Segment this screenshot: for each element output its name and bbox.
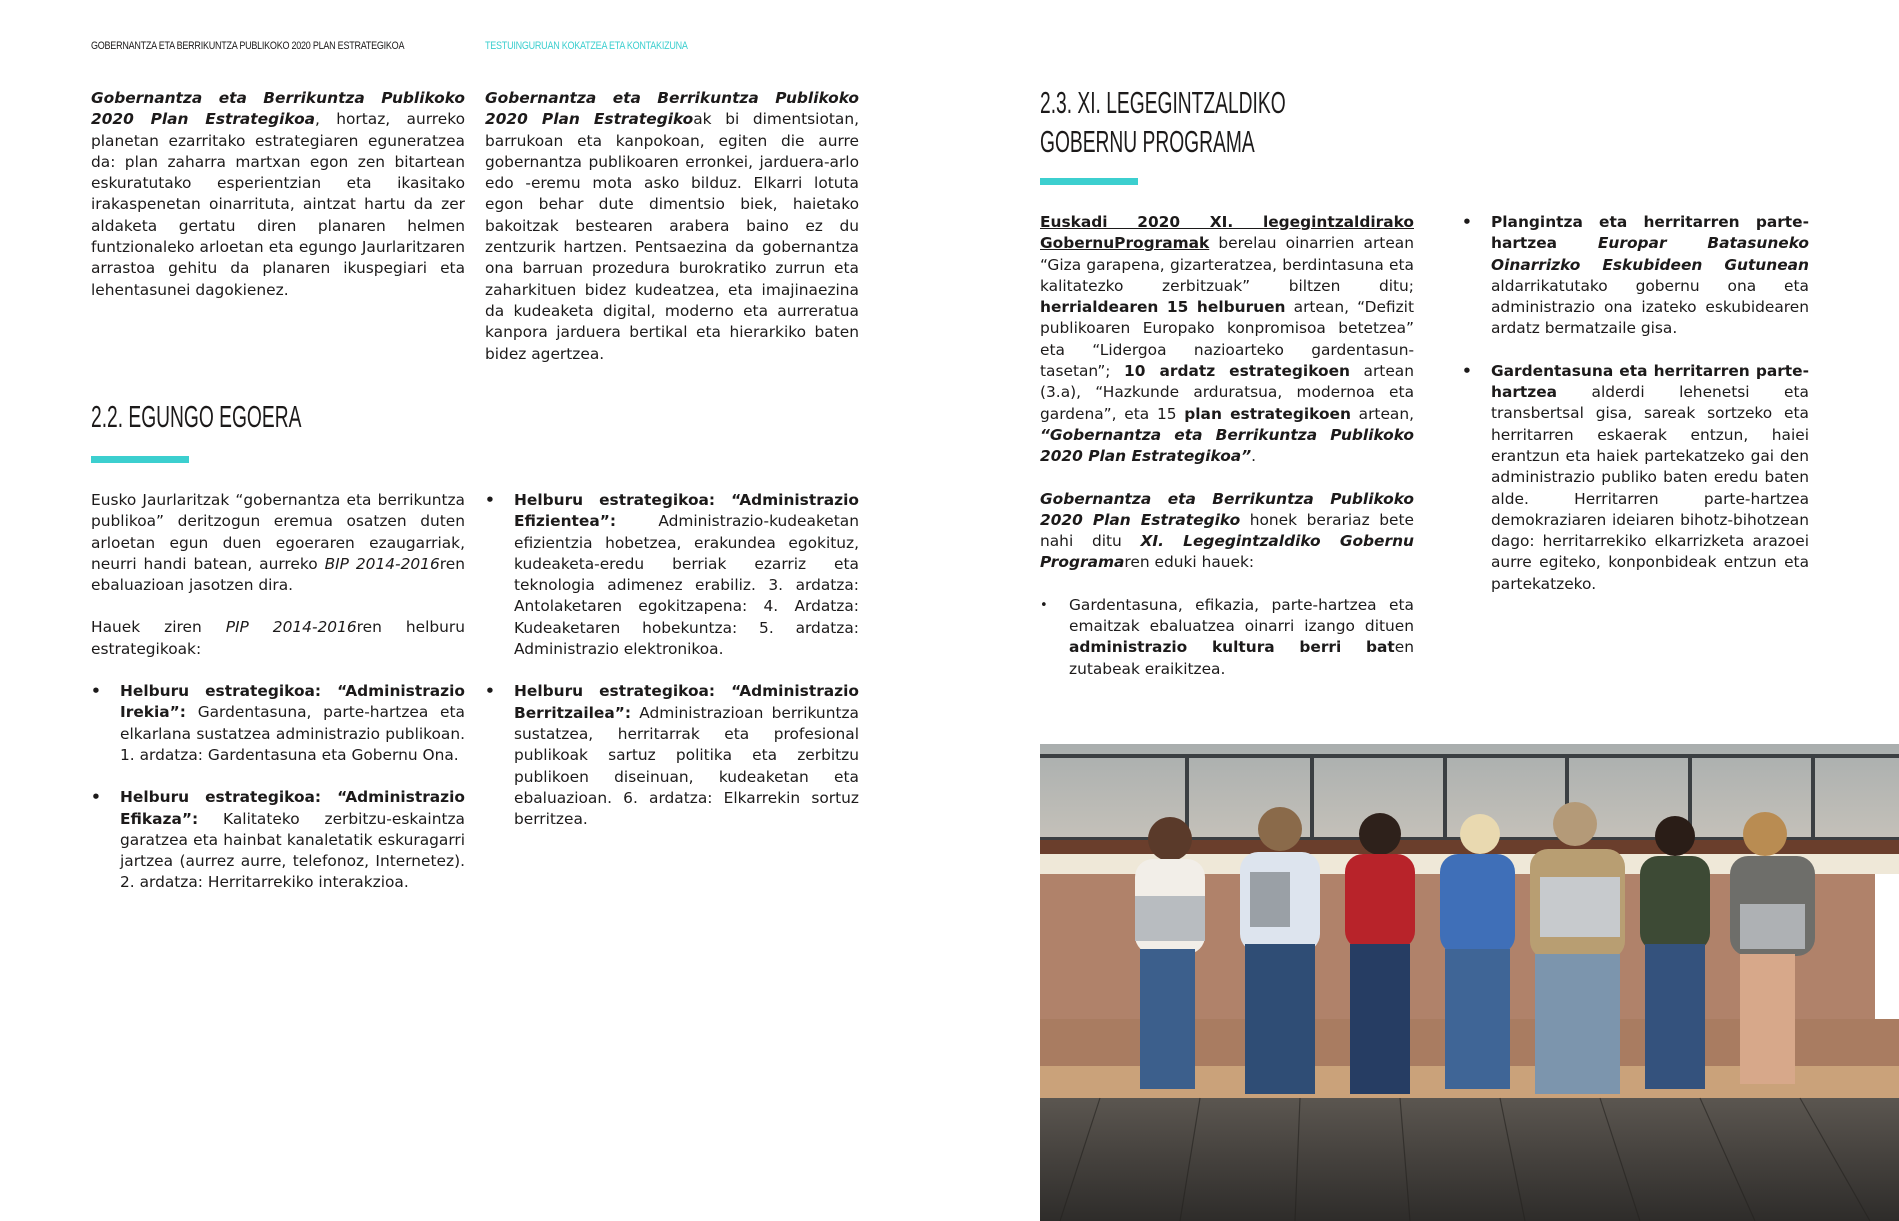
objective-title: Helburu estrategikoa: “Administrazio Irekia”: <box>120 682 465 722</box>
text: . <box>1251 447 1257 466</box>
contents-paragraph <box>1040 489 1414 574</box>
section-2-3-column-1 <box>1040 212 1414 680</box>
text: ak bi dimentsiotan, barrukoan eta kanpokoan, egiten die aurre gobernantza publikoaren erronkei, jarduera-arlo edo -eremu mota asko bilduz. Elkarri lotuta egon behar dute dimentsio biek, haietako bakoitzak bestearen arabera baino ez du zentzurik hartzen. Pentsaezina da gobernantza ona barruan prozedura burokratiko zurrun eta zaharkituen bidez kudeatzea, eta imajinaezina da kudeaketa digital, moderno eta aurreratua kanpora jarduera bertikal eta hierarkiko baten bidez agertzea. <box>485 110 859 363</box>
bullet-icon: • <box>91 682 101 701</box>
bold-text: Plangintza eta herritarren parte-hartzea <box>1491 213 1809 253</box>
group-photo-icon <box>1040 744 1899 1221</box>
text: honek berariaz bete nahi ditu <box>1040 510 1414 551</box>
text: Gardentasuna, parte-hartzea eta elkarlana sustatzea administrazio publikoan. 1. ardatza: Gardentasuna eta Gobernu Ona. <box>120 703 465 764</box>
program-paragraph <box>1040 212 1414 468</box>
heading-accent-bar <box>91 456 189 463</box>
bullet-icon: • <box>1040 597 1048 613</box>
pip-italic: PIP 2014-2016 <box>225 618 357 637</box>
list-item <box>485 490 859 660</box>
text: ren helburu estrategikoak: <box>91 618 465 658</box>
bullet-icon: • <box>91 788 101 807</box>
list-item <box>91 787 465 893</box>
bullet-icon: • <box>485 682 495 701</box>
text: aldarrikatutako gobernu ona eta administrazio ona izateko eskubidearen ardatz bermatzaile gisa. <box>1491 276 1809 338</box>
text: Hauek ziren <box>91 618 226 637</box>
plan-title: Gobernantza eta Berrikuntza Publikoko 2020 Plan Estrategikoa <box>91 89 465 129</box>
list-item <box>1462 361 1809 595</box>
text: Administrazioan berrikuntza sustatzea, herritarrak eta profesional publikoak sartuz politika eta zerbitzu publikoen diseinuan, kudeaketan eta ebaluazioan. 6. ardatza: Elkarrekin sortuz berritzea. <box>514 703 859 829</box>
bold-text: Gardentasuna eta herritarren parte-hartzea <box>1491 361 1809 402</box>
bold-text: administrazio kultura berri bat <box>1069 638 1395 657</box>
text: artean, “Defizit publikoaren Europako konpromisoa betetzea” eta “Lidergoa nazioarteko gardentasun-tasetan”; <box>1040 298 1414 381</box>
objective-title: Helburu estrategikoa: “Administrazio Efizientea”: <box>514 491 859 531</box>
list-item <box>1040 595 1414 680</box>
text: artean, <box>1350 404 1414 423</box>
bullet-icon: • <box>1462 213 1472 231</box>
bold-text: 10 ardatz estrategikoen <box>1124 362 1350 381</box>
plan-title: Gobernantza eta Berrikuntza Publikoko 2020 Plan Estrategiko <box>485 89 859 129</box>
text: Administrazio-kudeaketan efizientzia hobetzea, erakundea egokituz, kudeaketa-eredu berriak ezarriz eta teknologia adimenez erabiliz. 3. ardatza: Antolaketaren egokitzapena: 4. Ardatza: Kudeaketaren hobekuntza: 5. ardatza: Administrazio elektronikoa. <box>514 512 859 659</box>
text: ren eduki hauek: <box>1124 553 1255 572</box>
text: en zutabeak eraikitzea. <box>1069 638 1414 678</box>
objectives-list-b <box>485 490 859 830</box>
plan-title: “Gobernantza eta Berrikuntza Publikoko 2020 Plan Estrategikoa” <box>1040 425 1414 466</box>
list-item <box>485 681 859 830</box>
bold-text: plan estrategikoen <box>1184 404 1351 423</box>
bip-italic: BIP 2014-2016 <box>324 554 440 573</box>
text: berelau oinarrien artean “Giza garapena, gizarteratzea, berdintasuna eta kalitatezko zerbitzuak” biltzen ditu; <box>1040 234 1414 295</box>
running-header-right: TESTUINGURUAN KOKATZEA ETA KONTAKIZUNA <box>485 40 688 52</box>
running-header-left: GOBERNANTZA ETA BERRIKUNTZA PUBLIKOKO 2020 PLAN ESTRATEGIKOA <box>91 40 405 52</box>
text: , hortaz, aurreko planetan ezarritako estrategiaren eguneratzea da: plan zaharra martxan egon zen bitartean eskuratutako esperientzian eta ikasitako irakaspenetan oinarrituta, aintzat hartu da zer aldaketa gertatu diren planaren helmen funtzionaleko arloetan eta egungo Jaurlaritzaren arrastoa gehitu da planaren ikuspegiari eta lehentasunei dagokienez. <box>91 110 465 299</box>
group-photo <box>1040 744 1899 1221</box>
objectives-list-a <box>91 681 465 894</box>
text: ren ebaluazioan jasotzen dira. <box>91 554 465 595</box>
text: alderdi lehenetsi eta transbertsal gisa, sareak sortzeko eta herritarren eskaerak entzun, haiei erantzun eta haiek partekatzeko gai den administrazio publiko baten eredu baten alde. Herritarren parte-hartzea demokraziaren ideiaren bihotz-bihotzean dago: herritarrekiko elkarrizketa arazoei aurre egiteko, konponbideak entzun eta partekatzeko. <box>1491 383 1809 593</box>
situation-paragraph <box>91 490 465 596</box>
intro-column-1 <box>91 88 465 301</box>
program-link[interactable]: Euskadi 2020 XI. legegintzaldirako GobernuProgramak <box>1040 213 1414 253</box>
section-2-3-column-2 <box>1462 212 1809 595</box>
text: artean (3.a), “Hazkunde arduratsua, modernoa eta gardena”, eta 15 <box>1040 362 1414 423</box>
section-2-2-column-1 <box>91 490 465 894</box>
heading-accent-bar <box>1040 178 1138 185</box>
intro-paragraph-2 <box>485 88 859 365</box>
bold-text: herrialdearen 15 helburuen <box>1040 298 1286 317</box>
list-item <box>91 681 465 766</box>
plan-title: Gobernantza eta Berrikuntza Publikoko 2020 Plan Estrategiko <box>1040 489 1414 529</box>
contents-list <box>1040 595 1414 680</box>
intro-column-2 <box>485 88 859 365</box>
objective-title: Helburu estrategikoa: “Administrazio Efikaza”: <box>120 788 465 828</box>
italic-text: Europar Batasuneko Oinarrizko Eskubideen Gutunean <box>1491 234 1809 274</box>
program-title: XI. Legegintzaldiko Gobernu Programa <box>1040 532 1414 572</box>
text: Gardentasuna, efikazia, parte-hartzea eta emaitzak ebaluatzea oinarri izango dituen <box>1069 595 1414 636</box>
section-heading-2-3-line-2: GOBERNU PROGRAMA <box>1040 124 1255 159</box>
objective-title: Helburu estrategikoa: “Administrazio Berritzailea”: <box>514 682 859 722</box>
objectives-intro-paragraph <box>91 617 465 660</box>
list-item <box>1462 212 1809 340</box>
contents-list-2 <box>1462 212 1809 595</box>
section-heading-2-2: 2.2. EGUNGO EGOERA <box>91 399 302 434</box>
bullet-icon: • <box>485 491 495 509</box>
text: Kalitateko zerbitzu-eskaintza garatzea eta hainbat kanaletatik eskuragarri jartzea (aurrez aurre, telefonoz, Internetez). 2. ardatza: Herritarrekiko interakzioa. <box>120 809 465 892</box>
bullet-icon: • <box>1462 361 1472 380</box>
text: Eusko Jaurlaritzak “gobernantza eta berrikuntza publikoa” deritzogun eremua osatzen duten arloetan egun duen egoeraren ezaugarriak, neurri handi batean, aurreko <box>91 491 465 573</box>
section-2-2-column-2 <box>485 490 859 830</box>
intro-paragraph-1 <box>91 88 465 301</box>
section-heading-2-3-line-1: 2.3. XI. LEGEGINTZALDIKO <box>1040 85 1286 120</box>
